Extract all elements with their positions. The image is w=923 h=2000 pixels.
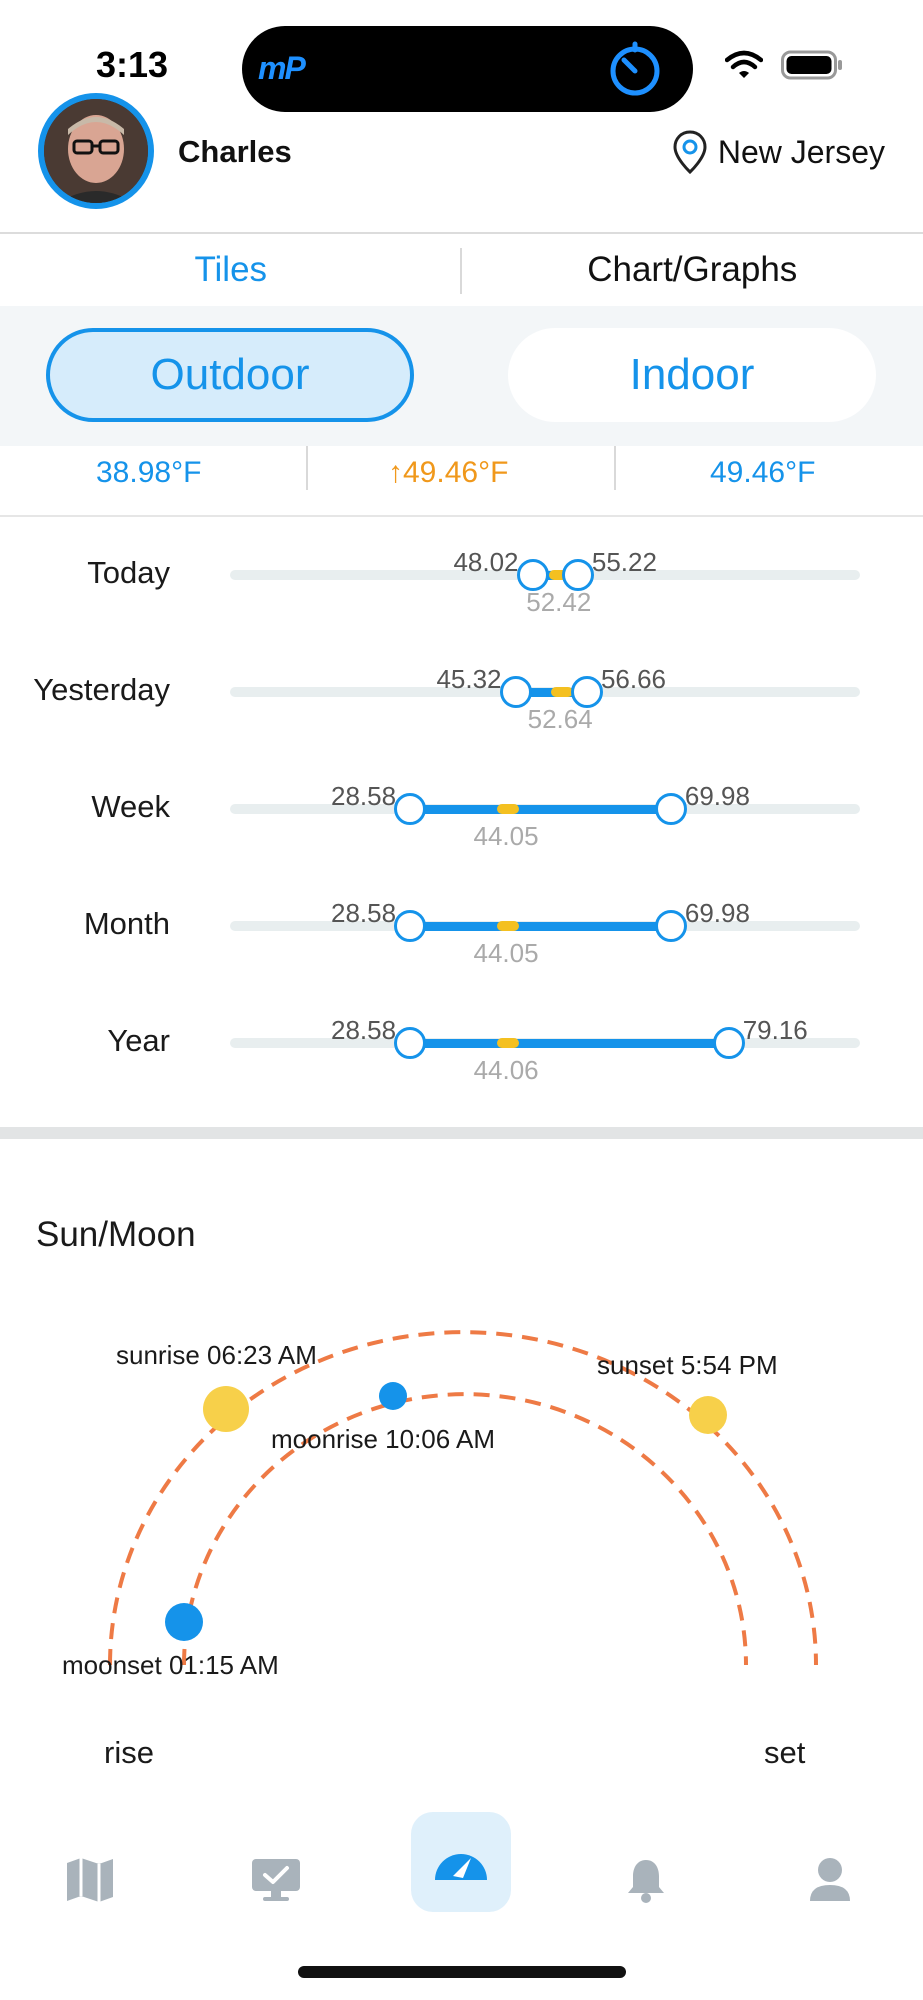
moonset-marker	[165, 1603, 203, 1641]
range-avg-value: 52.42	[526, 587, 592, 617]
range-avg-marker	[497, 1038, 519, 1048]
moonrise-marker	[379, 1382, 407, 1410]
range-min-value: 48.02	[453, 547, 519, 577]
user-name: Charles	[178, 134, 292, 169]
range-label: Today	[87, 555, 170, 590]
range-max-knob	[655, 793, 687, 825]
app-logo: mP	[258, 50, 304, 86]
range-label: Month	[83, 906, 170, 941]
sunrise-label: sunrise 06:23 AM	[116, 1340, 317, 1370]
nav-profile[interactable]	[780, 1830, 880, 1930]
avatar-photo	[44, 99, 148, 203]
range-min-knob	[394, 1027, 426, 1059]
range-fill	[410, 1039, 729, 1048]
trend-up-icon: ↑	[388, 456, 403, 489]
range-min-knob	[394, 910, 426, 942]
range-avg-value: 44.05	[473, 938, 539, 968]
nav-map[interactable]	[40, 1830, 140, 1930]
range-min-knob	[394, 793, 426, 825]
range-min-value: 45.32	[436, 664, 502, 694]
tab-tiles[interactable]: Tiles	[194, 250, 268, 289]
range-fill	[410, 805, 671, 814]
range-avg-value: 44.05	[473, 821, 539, 851]
bell-icon	[626, 1857, 666, 1903]
sun-moon-title: Sun/Moon	[36, 1215, 196, 1254]
wifi-icon	[725, 50, 763, 80]
range-max-knob	[655, 910, 687, 942]
temp-current-value: 49.46°F	[403, 456, 509, 489]
tab-chart-graphs[interactable]: Chart/Graphs	[587, 250, 798, 289]
outdoor-button[interactable]: Outdoor	[46, 328, 414, 422]
tab-separator	[460, 248, 462, 294]
sun-moon-arc	[0, 1280, 923, 1680]
temp-separator	[614, 446, 616, 490]
range-avg-marker	[497, 804, 519, 814]
range-max-knob	[713, 1027, 745, 1059]
summary-divider	[0, 515, 923, 517]
location-pin-icon	[672, 130, 708, 174]
location-selector[interactable]	[672, 130, 885, 174]
range-label: Year	[107, 1023, 170, 1058]
temp-high: 49.46°F	[710, 456, 816, 489]
status-time: 3:13	[96, 44, 169, 85]
battery-icon	[781, 50, 843, 80]
avatar[interactable]	[38, 93, 154, 209]
profile-icon	[808, 1857, 852, 1903]
location-label: New Jersey	[717, 133, 885, 170]
monitor-check-icon	[251, 1857, 301, 1903]
range-min-value: 28.58	[330, 781, 397, 811]
range-label: Week	[91, 789, 170, 824]
status-icons	[725, 50, 843, 80]
sunrise-marker	[203, 1386, 249, 1432]
nav-devices[interactable]	[226, 1830, 326, 1930]
range-min-value: 28.58	[330, 1015, 397, 1045]
mode-toggle	[0, 306, 923, 446]
temp-current	[388, 456, 508, 490]
range-max-value: 56.66	[600, 664, 667, 694]
temperature-summary	[0, 446, 923, 516]
range-avg-marker	[551, 687, 573, 697]
nav-alerts[interactable]	[596, 1830, 696, 1930]
range-avg-value: 52.64	[527, 704, 593, 734]
moonrise-label: moonrise 10:06 AM	[271, 1424, 496, 1454]
range-max-value: 55.22	[591, 547, 657, 577]
range-avg-value: 44.06	[473, 1055, 539, 1085]
nav-dashboard[interactable]	[411, 1812, 511, 1912]
dashboard-gauge-icon	[433, 1842, 489, 1882]
range-min-value: 28.58	[330, 898, 397, 928]
range-avg-marker	[497, 921, 519, 931]
map-icon	[65, 1857, 115, 1903]
temp-separator	[306, 446, 308, 490]
set-label: set	[764, 1735, 806, 1770]
sunset-label: sunset 5:54 PM	[597, 1350, 778, 1380]
temp-low: 38.98°F	[96, 456, 202, 489]
range-max-value: 69.98	[684, 781, 750, 811]
range-label: Yesterday	[33, 672, 170, 707]
home-indicator	[298, 1966, 626, 1978]
range-fill	[410, 922, 671, 931]
sun-arc	[110, 1332, 816, 1665]
sunset-marker	[689, 1396, 727, 1434]
timer-icon	[606, 40, 664, 103]
moonset-label: moonset 01:15 AM	[62, 1650, 279, 1680]
rise-label: rise	[104, 1735, 154, 1770]
section-divider	[0, 1127, 923, 1139]
range-max-value: 79.16	[742, 1015, 808, 1045]
indoor-button[interactable]: Indoor	[508, 328, 876, 422]
range-max-value: 69.98	[684, 898, 750, 928]
